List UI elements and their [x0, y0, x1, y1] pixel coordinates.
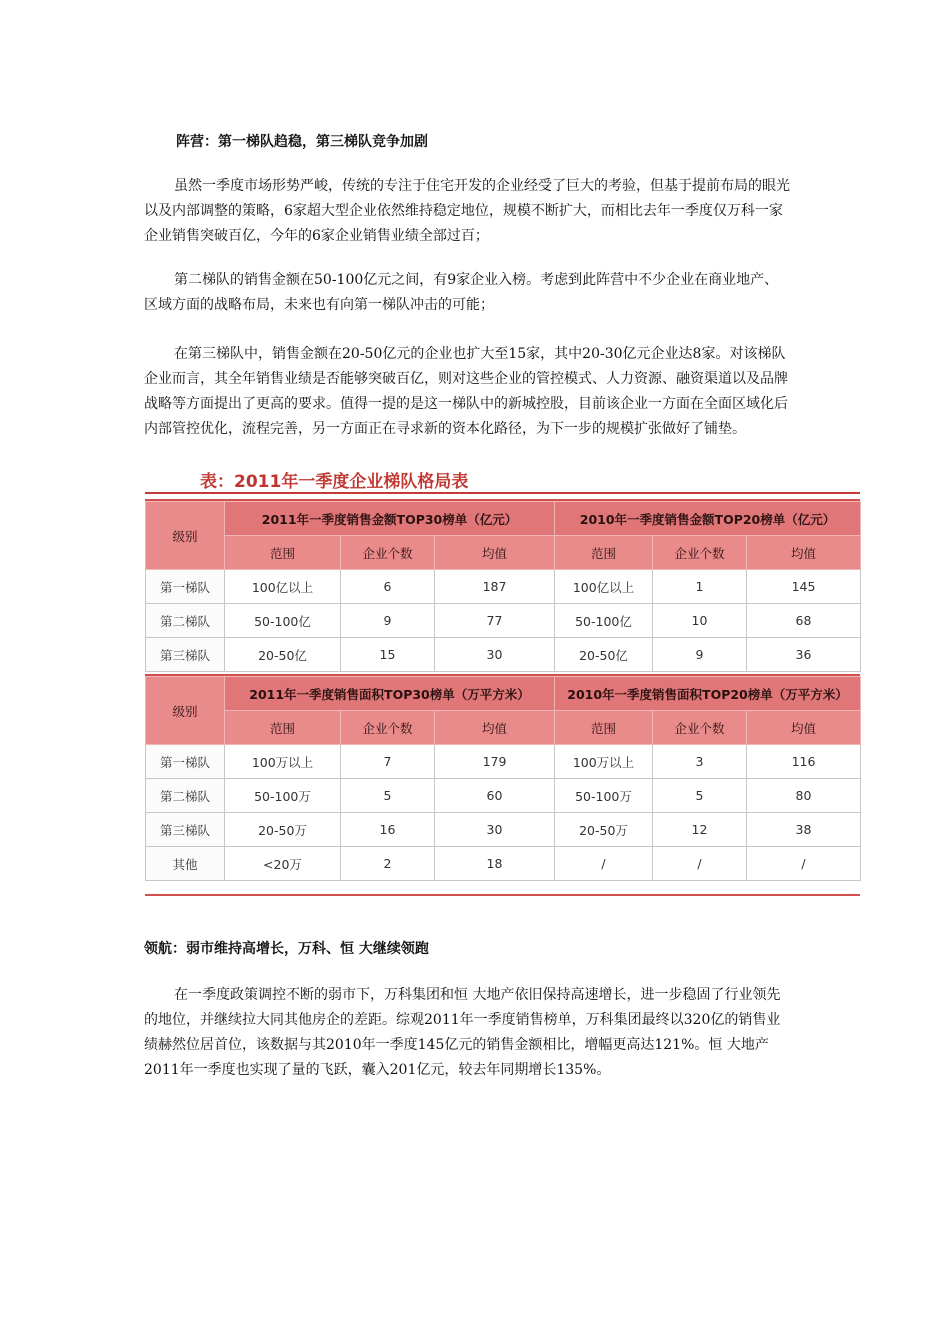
- table-cell: 1: [653, 570, 747, 604]
- table-cell: 18: [435, 847, 555, 881]
- text-line: 企业而言，其全年销售业绩是否能够突破百亿，则对这些企业的管控模式、人力资源、融资渠道以及品牌: [144, 371, 788, 387]
- table-row: [146, 813, 861, 847]
- text-line: 企业销售突破百亿，今年的6家企业销售业绩全部过百；: [144, 228, 489, 244]
- table-cell: 116: [747, 745, 861, 779]
- text-line: 在第三梯队中，销售金额在20-50亿元的企业也扩大至15家，其中20-30亿元企业达8家。对该梯队: [174, 346, 786, 362]
- table-subheader-row: [146, 711, 861, 745]
- area-2011-header: 2011年一季度销售面积TOP30榜单（万平方米）: [225, 677, 555, 711]
- table-cell: 100亿以上: [225, 570, 341, 604]
- table-header-row: [146, 502, 861, 536]
- table-cell: 100万以上: [555, 745, 653, 779]
- table-cell: 187: [435, 570, 555, 604]
- table-cell: 15: [341, 638, 435, 672]
- table-bottom-border: [145, 894, 860, 896]
- table-cell: 50-100万: [555, 779, 653, 813]
- table-cell: 7: [341, 745, 435, 779]
- column-header: 范围: [555, 536, 653, 570]
- text-line: 2011年一季度也实现了量的飞跃，囊入201亿元，较去年同期增长135%。: [144, 1062, 611, 1078]
- sales-area-table: [145, 676, 861, 881]
- level-header: 级别: [146, 502, 225, 570]
- table-cell: /: [653, 847, 747, 881]
- column-header: 范围: [225, 536, 341, 570]
- table-cell: 20-50亿: [555, 638, 653, 672]
- column-header: 范围: [225, 711, 341, 745]
- table-cell: 60: [435, 779, 555, 813]
- table-row: [146, 570, 861, 604]
- table-cell: 12: [653, 813, 747, 847]
- table-cell: 20-50万: [555, 813, 653, 847]
- table-cell: 20-50亿: [225, 638, 341, 672]
- text-line: 虽然一季度市场形势严峻，传统的专注于住宅开发的企业经受了巨大的考验，但基于提前布局的眼光: [174, 178, 790, 194]
- table-cell: 36: [747, 638, 861, 672]
- table-cell: 16: [341, 813, 435, 847]
- column-header: 企业个数: [341, 711, 435, 745]
- column-header: 均值: [435, 711, 555, 745]
- column-header: 均值: [747, 711, 861, 745]
- title-divider: [145, 492, 860, 494]
- table-row: [146, 604, 861, 638]
- tier-label: 第一梯队: [146, 745, 225, 779]
- table-cell: /: [747, 847, 861, 881]
- table-cell: 9: [341, 604, 435, 638]
- table-title: 表：2011年一季度企业梯队格局表: [200, 472, 469, 492]
- column-header: 企业个数: [341, 536, 435, 570]
- text-line: 以及内部调整的策略，6家超大型企业依然维持稳定地位，规模不断扩大，而相比去年一季度仅万科一家: [144, 203, 783, 219]
- table-cell: 77: [435, 604, 555, 638]
- table-cell: 38: [747, 813, 861, 847]
- table-cell: 30: [435, 638, 555, 672]
- level-header: 级别: [146, 677, 225, 745]
- table-cell: 50-100亿: [555, 604, 653, 638]
- table-cell: <20万: [225, 847, 341, 881]
- table-cell: 5: [341, 779, 435, 813]
- table-header-row: [146, 677, 861, 711]
- table-subheader-row: [146, 536, 861, 570]
- section-heading-leaders: 领航：弱市维持高增长，万科、恒 大继续领跑: [144, 941, 429, 957]
- text-line: 第二梯队的销售金额在50-100亿元之间，有9家企业入榜。考虑到此阵营中不少企业在商业地产、: [174, 272, 779, 288]
- table-cell: 50-100亿: [225, 604, 341, 638]
- tier-label: 第三梯队: [146, 638, 225, 672]
- table-cell: 6: [341, 570, 435, 604]
- table-row: [146, 745, 861, 779]
- paragraph-first-tier: [144, 174, 814, 249]
- tier-label: 第三梯队: [146, 813, 225, 847]
- paragraph-leaders: [144, 983, 814, 1083]
- table-cell: 179: [435, 745, 555, 779]
- table-row: [146, 847, 861, 881]
- text-line: 区域方面的战略布局，未来也有向第一梯队冲击的可能；: [144, 297, 494, 313]
- column-header: 均值: [435, 536, 555, 570]
- table-cell: 100万以上: [225, 745, 341, 779]
- table-cell: /: [555, 847, 653, 881]
- text-line: 绩赫然位居首位，该数据与其2010年一季度145亿元的销售金额相比，增幅更高达121%。恒 大地产: [144, 1037, 769, 1053]
- table-cell: 50-100万: [225, 779, 341, 813]
- table-cell: 2: [341, 847, 435, 881]
- table-cell: 30: [435, 813, 555, 847]
- text-line: 内部管控优化，流程完善，另一方面正在寻求新的资本化路径，为下一步的规模扩张做好了铺垫。: [144, 421, 746, 437]
- tier-label: 第二梯队: [146, 779, 225, 813]
- table-row: [146, 638, 861, 672]
- paragraph-third-tier: [144, 342, 814, 442]
- column-header: 均值: [747, 536, 861, 570]
- tier-label: 其他: [146, 847, 225, 881]
- column-header: 范围: [555, 711, 653, 745]
- area-2010-header: 2010年一季度销售面积TOP20榜单（万平方米）: [555, 677, 861, 711]
- table-cell: 20-50万: [225, 813, 341, 847]
- table-cell: 3: [653, 745, 747, 779]
- amount-2011-header: 2011年一季度销售金额TOP30榜单（亿元）: [225, 502, 555, 536]
- table-cell: 80: [747, 779, 861, 813]
- section-heading-camp: 阵营：第一梯队趋稳，第三梯队竞争加剧: [176, 134, 428, 150]
- table-cell: 68: [747, 604, 861, 638]
- text-line: 战略等方面提出了更高的要求。值得一提的是这一梯队中的新城控股，目前该企业一方面在全面区域化后: [144, 396, 788, 412]
- sales-amount-table: [145, 501, 861, 672]
- table-cell: 5: [653, 779, 747, 813]
- column-header: 企业个数: [653, 536, 747, 570]
- table-cell: 145: [747, 570, 861, 604]
- table-cell: 10: [653, 604, 747, 638]
- text-line: 在一季度政策调控不断的弱市下，万科集团和恒 大地产依旧保持高速增长，进一步稳固了行业领先: [174, 987, 781, 1003]
- tier-label: 第一梯队: [146, 570, 225, 604]
- text-line: 的地位，并继续拉大同其他房企的差距。综观2011年一季度销售榜单，万科集团最终以320亿的销售业: [144, 1012, 781, 1028]
- table-cell: 9: [653, 638, 747, 672]
- amount-2010-header: 2010年一季度销售金额TOP20榜单（亿元）: [555, 502, 861, 536]
- column-header: 企业个数: [653, 711, 747, 745]
- table-row: [146, 779, 861, 813]
- table-cell: 100亿以上: [555, 570, 653, 604]
- paragraph-second-tier: [144, 268, 814, 318]
- tier-label: 第二梯队: [146, 604, 225, 638]
